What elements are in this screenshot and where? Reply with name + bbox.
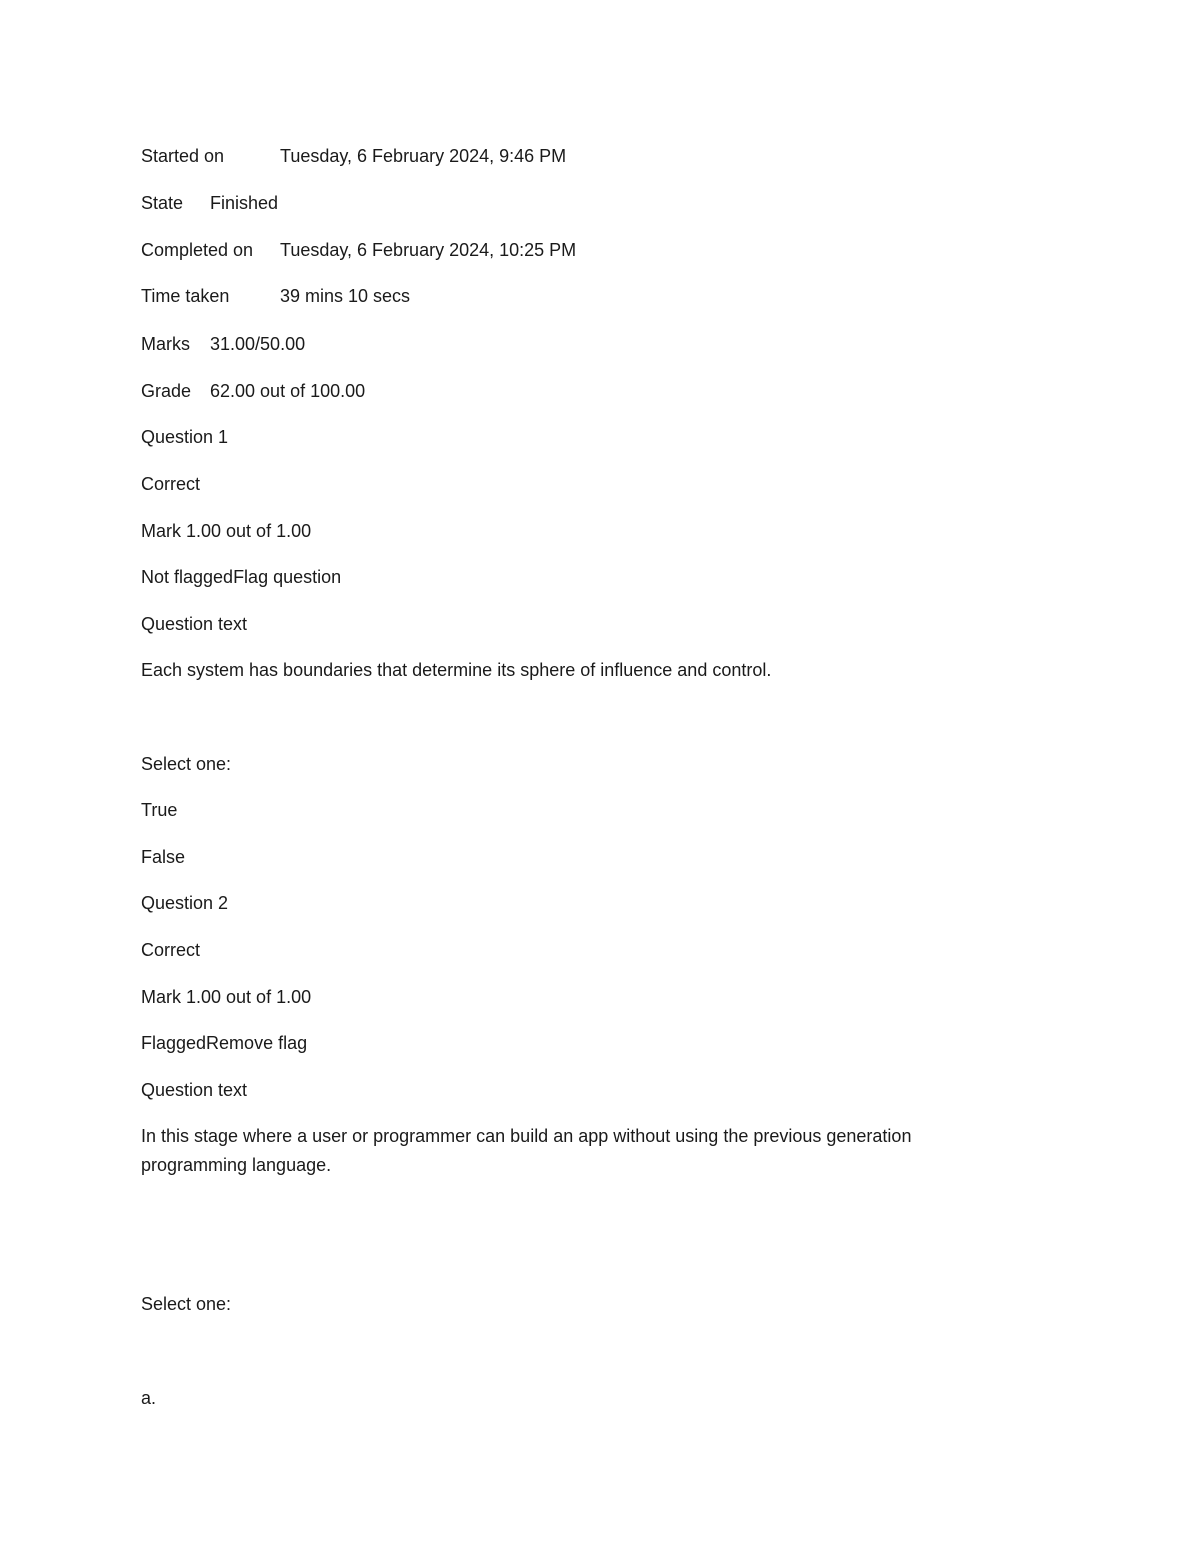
question-1-status: Correct <box>141 474 201 494</box>
state-row <box>141 191 279 215</box>
marks-row <box>141 332 306 356</box>
question-1-number: Question 1 <box>141 427 229 447</box>
started-on-value: Tuesday, 6 February 2024, 9:46 PM <box>280 146 567 166</box>
question-1-flag-toggle[interactable]: Not flaggedFlag question <box>141 567 342 587</box>
question-2-number: Question 2 <box>141 893 229 913</box>
time-taken-row <box>141 284 411 308</box>
question-2-text-label: Question text <box>141 1080 248 1100</box>
completed-on-value: Tuesday, 6 February 2024, 10:25 PM <box>280 240 577 260</box>
question-2-text: In this stage where a user or programmer can build an app without using the previous generation programming language. <box>141 1126 912 1175</box>
question-1-option-true[interactable]: True <box>141 800 178 820</box>
started-on-label: Started on <box>141 146 225 166</box>
question-2-status: Correct <box>141 940 201 960</box>
question-2-mark: Mark 1.00 out of 1.00 <box>141 987 312 1007</box>
marks-label: Marks <box>141 334 190 354</box>
question-2-option-a[interactable]: a. <box>141 1388 157 1408</box>
question-2-select-label: Select one: <box>141 1294 232 1314</box>
question-1-text: Each system has boundaries that determine its sphere of influence and control. <box>141 660 772 680</box>
completed-on-label: Completed on <box>141 240 254 260</box>
grade-value: 62.00 out of 100.00 <box>210 381 366 401</box>
marks-value: 31.00/50.00 <box>210 334 306 354</box>
started-on-row <box>141 144 567 168</box>
question-2-flag-toggle[interactable]: FlaggedRemove flag <box>141 1033 308 1053</box>
time-taken-value: 39 mins 10 secs <box>280 286 411 306</box>
completed-on-row <box>141 238 577 262</box>
question-1-text-label: Question text <box>141 614 248 634</box>
state-value: Finished <box>210 193 279 213</box>
grade-row <box>141 379 366 403</box>
time-taken-label: Time taken <box>141 286 230 306</box>
state-label: State <box>141 193 184 213</box>
question-1-option-false[interactable]: False <box>141 847 186 867</box>
grade-label: Grade <box>141 381 192 401</box>
question-1-mark: Mark 1.00 out of 1.00 <box>141 521 312 541</box>
question-1-select-label: Select one: <box>141 754 232 774</box>
